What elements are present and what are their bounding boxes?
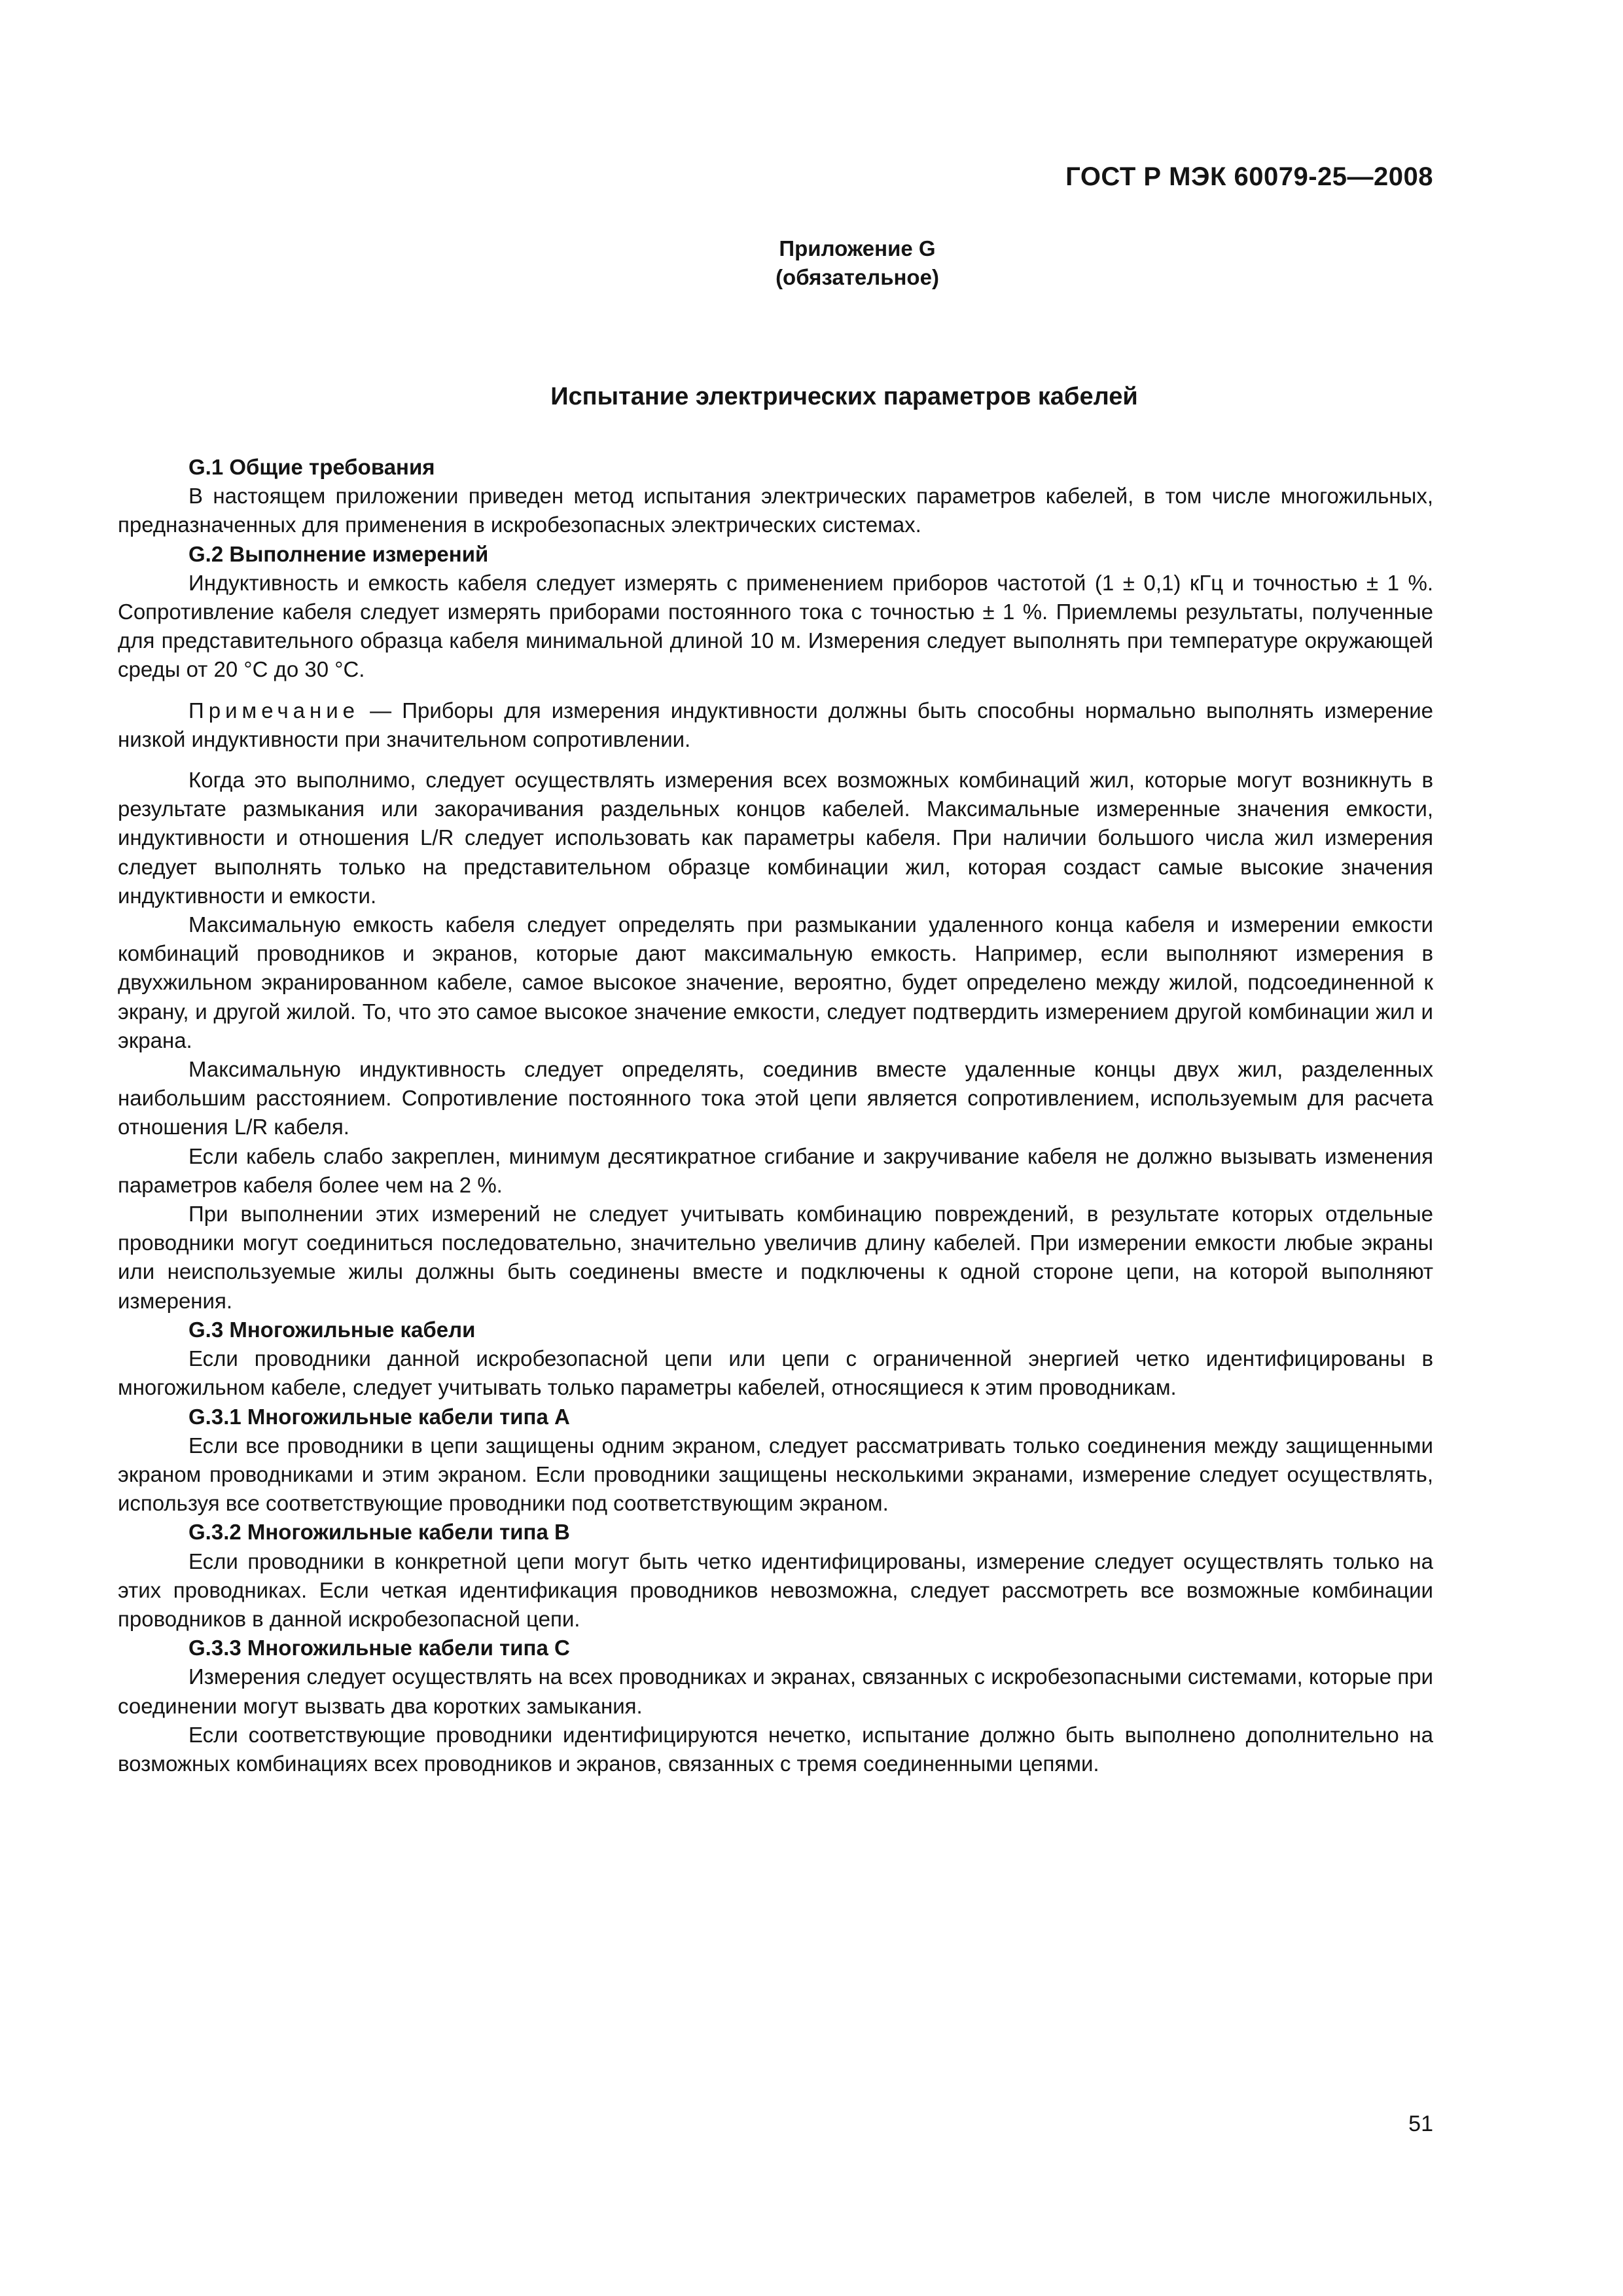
section-heading-g3: G.3 Многожильные кабели bbox=[188, 1317, 476, 1342]
document-body bbox=[118, 453, 1433, 1778]
paragraph: Если проводники в конкретной цепи могут быть четко идентифицированы, измерение следует осуществлять только на этих проводниках. Если четкая идентификация проводников невозможна, следует рассмотреть все возможные комбинации проводников в данной искробезопасной цепи. bbox=[118, 1549, 1433, 1631]
paragraph: При выполнении этих измерений не следует учитывать комбинацию повреждений, в результате которых отдельные проводники могут соединиться последовательно, значительно увеличив длину кабелей. При измерении емкости любые экраны или неиспользуемые жилы должны быть соединены вместе и подключены к одной стороне цепи, на которой выполняют измерения. bbox=[118, 1202, 1433, 1313]
note-text: — Приборы для измерения индуктивности должны быть способны нормально выполнять измерение низкой индуктивности при значительном сопротивлении. bbox=[118, 698, 1433, 751]
document-code: ГОСТ Р МЭК 60079-25—2008 bbox=[1065, 162, 1433, 191]
paragraph: В настоящем приложении приведен метод испытания электрических параметров кабелей, в том числе многожильных, предназначенных для применения в искробезопасных электрических системах. bbox=[118, 484, 1433, 537]
paragraph: Если проводники данной искробезопасной цепи или цепи с ограниченной энергией четко идентифицированы в многожильном кабеле, следует учитывать только параметры кабелей, относящиеся к этим проводникам. bbox=[118, 1346, 1433, 1400]
appendix-status: (обязательное) bbox=[776, 265, 939, 289]
appendix-heading bbox=[0, 234, 1623, 292]
section-heading-g3-1: G.3.1 Многожильные кабели типа А bbox=[188, 1404, 570, 1429]
appendix-label: Приложение G bbox=[779, 236, 936, 260]
section-heading-g3-2: G.3.2 Многожильные кабели типа В bbox=[188, 1520, 570, 1545]
paragraph: Если кабель слабо закреплен, минимум десятикратное сгибание и закручивание кабеля не должно вызывать изменения параметров кабеля более чем на 2 %. bbox=[118, 1143, 1433, 1197]
section-heading-g1: G.1 Общие требования bbox=[188, 455, 435, 479]
note-paragraph bbox=[118, 696, 1433, 754]
paragraph: Измерения следует осуществлять на всех проводниках и экранах, связанных с искробезопасными системами, которые при соединении могут вызвать два коротких замыкания. bbox=[118, 1664, 1433, 1718]
paragraph: Когда это выполнимо, следует осуществлять измерения всех возможных комбинаций жил, которые могут возникнуть в результате размыкания или закорачивания раздельных концов кабелей. Максимальные измеренные значения емкости, индуктивности и отношения L/R следует использовать как параметры кабеля. При наличии большого числа жил измерения следует выполнять только на представительном образце комбинации жил, которая создаст самые высокие значения индуктивности и емкости. bbox=[118, 768, 1433, 908]
page-title: Испытание электрических параметров кабелей bbox=[550, 383, 1138, 410]
paragraph: Максимальную емкость кабеля следует определять при размыкании удаленного конца кабеля и измерении емкости комбинаций проводников и экранов, которые дают максимальную емкость. Например, если выполняют измерения в двухжильном экранированном кабеле, самое высокое значение, вероятно, будет определено между жилой, подсоединенной к экрану, и другой жилой. То, что это самое высокое значение емкости, следует подтвердить измерением другой комбинации жил и экрана. bbox=[118, 912, 1433, 1052]
page-number: 51 bbox=[1408, 2111, 1433, 2136]
section-heading-g2: G.2 Выполнение измерений bbox=[188, 541, 489, 566]
paragraph: Если соответствующие проводники идентифицируются нечетко, испытание должно быть выполнено дополнительно на возможных комбинациях всех проводников и экранов, связанных с тремя соединенными цепями. bbox=[118, 1722, 1433, 1776]
section-heading-g3-3: G.3.3 Многожильные кабели типа С bbox=[188, 1636, 570, 1660]
paragraph: Если все проводники в цепи защищены одним экраном, следует рассматривать только соединения между защищенными экраном проводниками и этим экраном. Если проводники защищены несколькими экранами, измерение следует осуществлять, используя все соответствующие проводники под соответствующим экраном. bbox=[118, 1433, 1433, 1516]
paragraph: Индуктивность и емкость кабеля следует измерять с применением приборов частотой (1 ± 0,1) кГц и точностью ± 1 %. Сопротивление кабеля следует измерять приборами постоянного тока с точностью ± 1 %. Приемлемы результаты, полученные для представительного образца кабеля минимальной длиной 10 м. Измерения следует выполнять при температуре окружающей среды от 20 °С до 30 °С. bbox=[118, 570, 1433, 682]
paragraph: Максимальную индуктивность следует определять, соединив вместе удаленные концы двух жил, разделенных наибольшим расстоянием. Сопротивление постоянного тока этой цепи является сопротивлением, используемым для расчета отношения L/R кабеля. bbox=[118, 1057, 1433, 1139]
note-label: Примечание bbox=[188, 698, 360, 723]
